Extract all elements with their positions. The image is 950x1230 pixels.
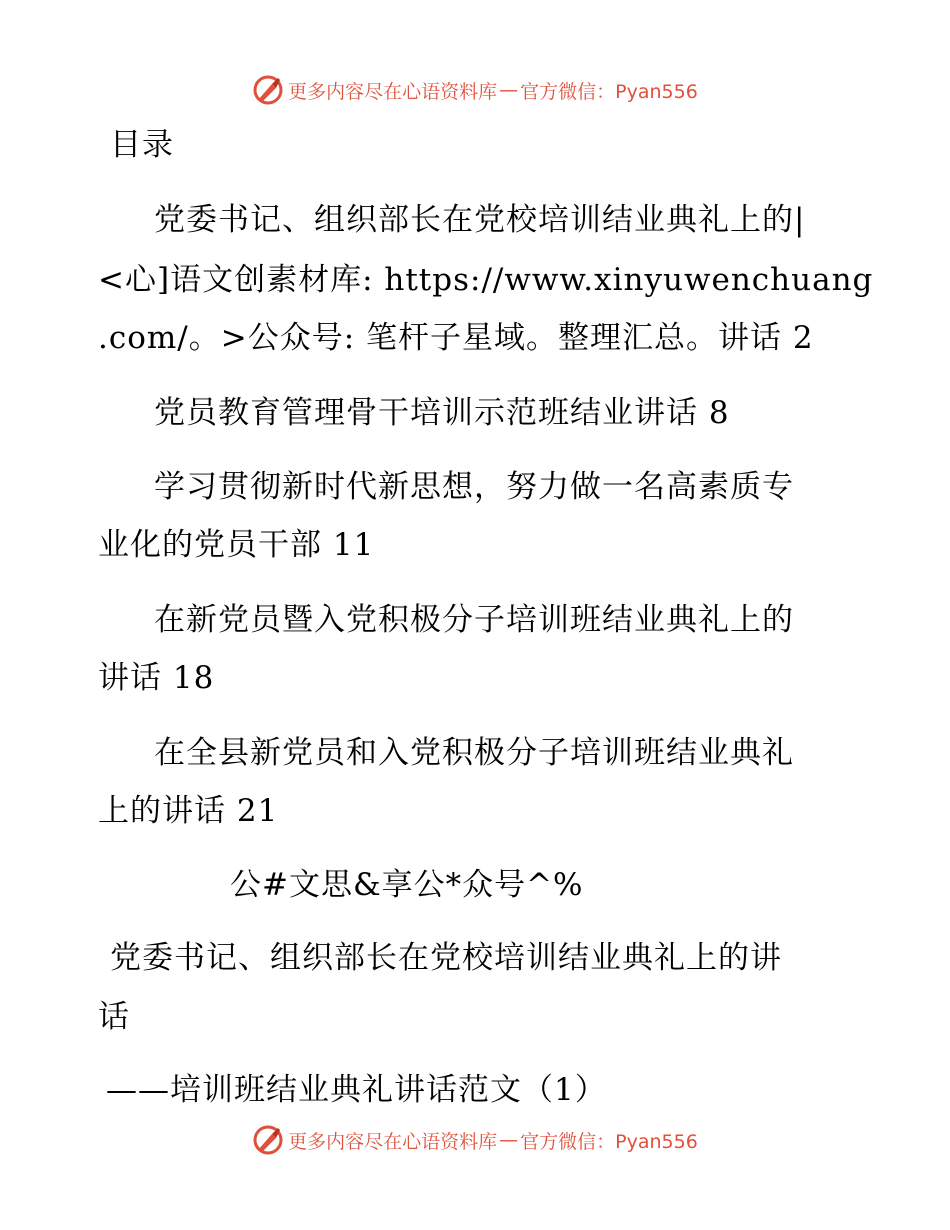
banner-text: 更多内容尽在心语资料库 — [288, 1130, 498, 1153]
toc-entry-4-line-2: 讲话 18 — [98, 660, 215, 696]
toc-entry-1-line-3: .com/。>公众号: 笔杆子星域。整理汇总。讲话 2 — [98, 320, 814, 356]
pen-logo-icon — [252, 1124, 284, 1156]
header-banner — [0, 70, 950, 110]
toc-title: 目录 — [110, 127, 174, 163]
article-subtitle: ——培训班结业典礼讲话范文（1） — [106, 1072, 607, 1108]
article-title-line-2: 话 — [98, 999, 130, 1035]
banner-wechat: 官方微信：Pyan556 — [520, 1130, 698, 1153]
toc-entry-5-line-2: 上的讲话 21 — [98, 793, 279, 829]
banner-wechat: 官方微信：Pyan556 — [520, 80, 698, 103]
toc-entry-5-line-1: 在全县新党员和入党积极分子培训班结业典礼 — [154, 735, 794, 771]
banner-text: 更多内容尽在心语资料库 — [288, 80, 498, 103]
toc-entry-3-line-1: 学习贯彻新时代新思想，努力做一名高素质专 — [154, 469, 794, 505]
toc-entry-1-line-2: <心]语文创素材库: https://www.xinyuwenchuang — [98, 262, 874, 298]
pen-logo-icon — [252, 74, 284, 106]
toc-entry-3-line-2: 业化的党员干部 11 — [98, 527, 375, 563]
footer-banner — [0, 1120, 950, 1160]
watermark-text: 公#文思&享公*众号^% — [230, 867, 584, 903]
banner-separator: — — [499, 1129, 519, 1151]
toc-entry-4-line-1: 在新党员暨入党积极分子培训班结业典礼上的 — [154, 602, 794, 638]
article-title-line-1: 党委书记、组织部长在党校培训结业典礼上的讲 — [110, 940, 782, 976]
banner-separator: — — [499, 79, 519, 101]
toc-entry-2: 党员教育管理骨干培训示范班结业讲话 8 — [154, 395, 730, 431]
toc-entry-1-line-1: 党委书记、组织部长在党校培训结业典礼上的| — [154, 202, 806, 238]
